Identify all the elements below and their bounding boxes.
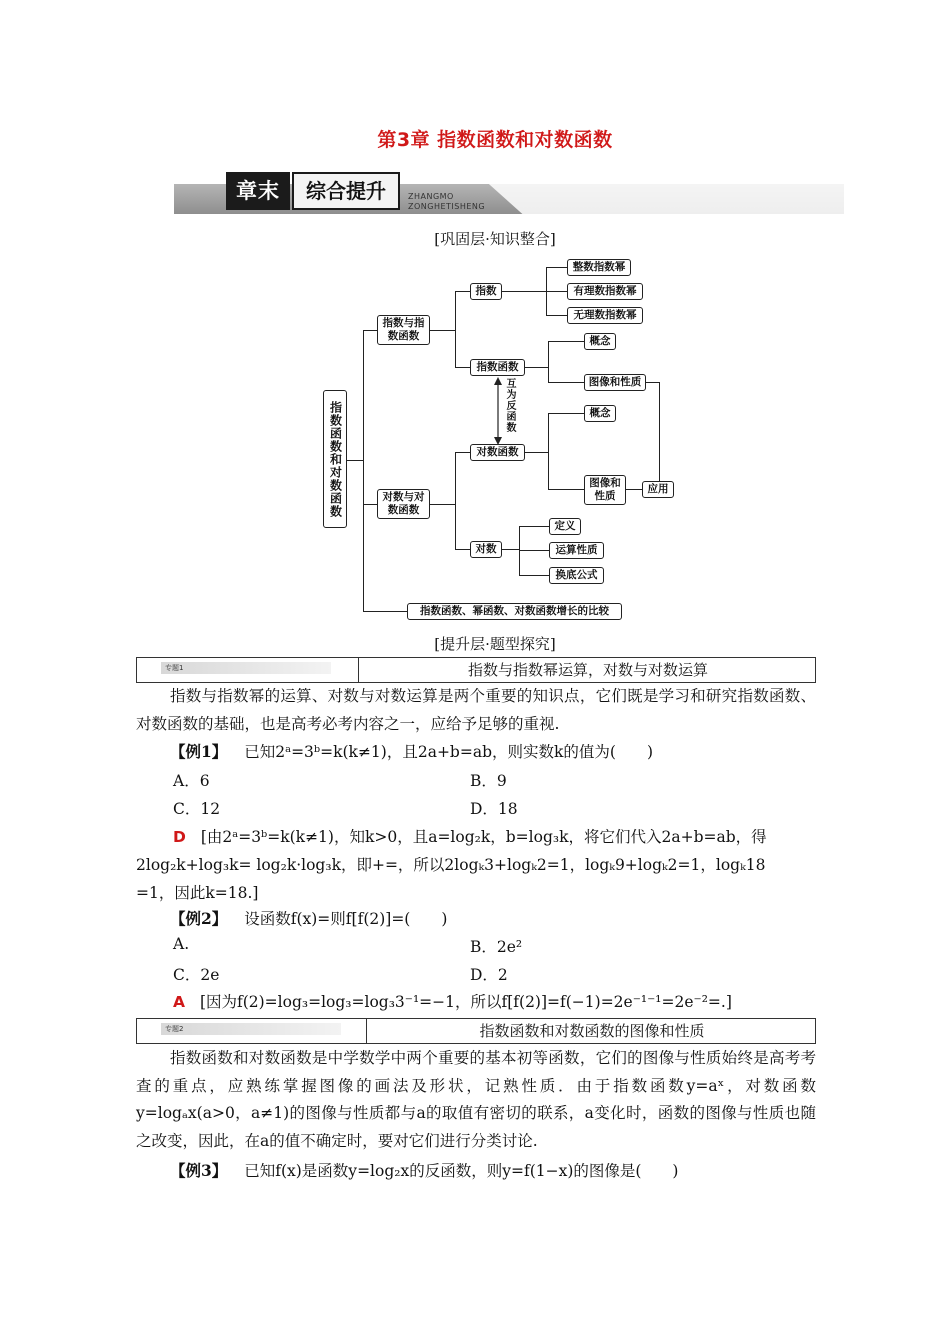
example2-question-line (170, 907, 447, 929)
example2-question: 设函数f(x)=则f[f(2)]=( ) (244, 910, 448, 928)
node-exp-branch-label: 指数与指数函数 (382, 317, 425, 342)
node-growth-comparison: 指数函数、幂函数、对数函数增长的比较 (407, 603, 622, 620)
node-exp-branch (377, 315, 430, 345)
example2-solution-line (173, 990, 732, 1012)
example2-label: 【例2】 (170, 909, 228, 928)
node-log-definition: 定义 (549, 518, 581, 535)
topic2-title: 指数函数和对数函数的图像和性质 (479, 1022, 705, 1040)
banner-tag-zhangmo: 章末 (226, 172, 290, 210)
node-rational-power: 有理数指数幂 (567, 283, 643, 300)
example1-solution-line2: 2log₂k+log₃k= log₂k·log₃k，即+=，所以2logₖ3+logₖ2=1，logₖ9+logₖ2=1，logₖ18 (136, 856, 766, 874)
node-log-branch (377, 489, 430, 519)
section-consolidation-title: [巩固层·知识整合] (434, 230, 556, 248)
node-exp-concept: 概念 (584, 333, 616, 350)
topic2-intro: 指数函数和对数函数是中学数学中两个重要的基本初等函数，它们的图像与性质始终是高考考查的重点，应熟练掌握图像的画法及形状，记熟性质．由于指数函数y=aˣ，对数函数y=logₐx(a>0，a≠1)的图像与性质都与a的取值有密切的联系，a变化时，函数的图像与性质也随之改变，因此，在a的值不确定时，要对它们进行分类讨论. (136, 1049, 816, 1150)
example1-label: 【例1】 (170, 742, 228, 761)
section-exploration-title: [提升层·题型探究] (434, 635, 556, 653)
example1-option-d: D．18 (470, 800, 518, 818)
node-log-operations: 运算性质 (549, 542, 604, 559)
node-logarithm: 对数 (470, 541, 502, 558)
topic1-title: 指数与指数幂运算，对数与对数运算 (467, 661, 708, 679)
banner-pinyin (408, 192, 485, 212)
node-integer-power: 整数指数幂 (567, 259, 631, 276)
node-log-concept: 概念 (584, 405, 616, 422)
example2-option-d: D．2 (470, 966, 508, 984)
example1-option-a: A．6 (173, 772, 210, 790)
node-exponent: 指数 (470, 283, 502, 300)
mindmap-root: 指数函数和对数函数 (323, 390, 347, 528)
example1-option-c: C．12 (173, 800, 221, 818)
example1-solution-line3: =1，因此k=18.] (136, 884, 259, 902)
example2-option-a: A. (173, 935, 190, 953)
example2-option-c: C．2e (173, 966, 220, 984)
example2-answer: A (173, 993, 185, 1011)
inverse-label: 互为反函数 (504, 378, 515, 433)
node-log-graph (584, 475, 626, 505)
node-log-branch-label: 对数与对数函数 (382, 491, 425, 516)
example3-label: 【例3】 (170, 1161, 228, 1180)
example1-answer: D (173, 828, 186, 846)
banner-pinyin-2: ZONGHETISHENG (408, 202, 486, 211)
node-exp-function: 指数函数 (470, 359, 525, 376)
topic1-intro: 指数与指数幂的运算、对数与对数运算是两个重要的知识点，它们既是学习和研究指数函数、对数函数的基础，也是高考必考内容之一，应给予足够的重视. (136, 687, 816, 733)
example1-solution-line1 (173, 825, 767, 847)
example1-option-b: B．9 (470, 772, 507, 790)
example3-question-line (170, 1159, 678, 1181)
node-log-function: 对数函数 (470, 444, 525, 461)
example1-question: 已知2ᵃ=3ᵇ=k(k≠1)，且2a+b=ab，则实数k的值为( ) (244, 743, 653, 761)
topic2-header (136, 1018, 816, 1044)
example2-solution: [因为f(2)=log₃=log₃=log₃3⁻¹=−1，所以f[f(2)]=f(−1)=2e⁻¹⁻¹=2e⁻²=.] (199, 993, 732, 1011)
example2-option-b: B．2e² (470, 938, 523, 956)
chapter-title: 第3章 指数函数和对数函数 (377, 129, 613, 151)
example1-question-line (170, 740, 653, 762)
banner-tag-zonghetisheng: 综合提升 (292, 172, 400, 210)
node-change-of-base: 换底公式 (549, 567, 604, 584)
example3-question: 已知f(x)是函数y=log₂x的反函数，则y=f(1−x)的图像是( ) (244, 1162, 679, 1180)
banner-pinyin-1: ZHANGMO (408, 192, 454, 201)
node-irrational-power: 无理数指数幂 (567, 307, 643, 324)
topic1-header (136, 657, 816, 683)
example1-solution-text1: [由2ᵃ=3ᵇ=k(k≠1)，知k>0，且a=log₂k，b=log₃k，将它们代入2a+b=ab，得 (200, 828, 767, 846)
node-application: 应用 (642, 481, 674, 498)
node-exp-graph: 图像和性质 (584, 374, 646, 391)
topic1-tag: 专题1 (161, 662, 331, 674)
topic2-tag: 专题2 (161, 1023, 341, 1035)
node-log-graph-label: 图像和性质 (589, 477, 621, 502)
